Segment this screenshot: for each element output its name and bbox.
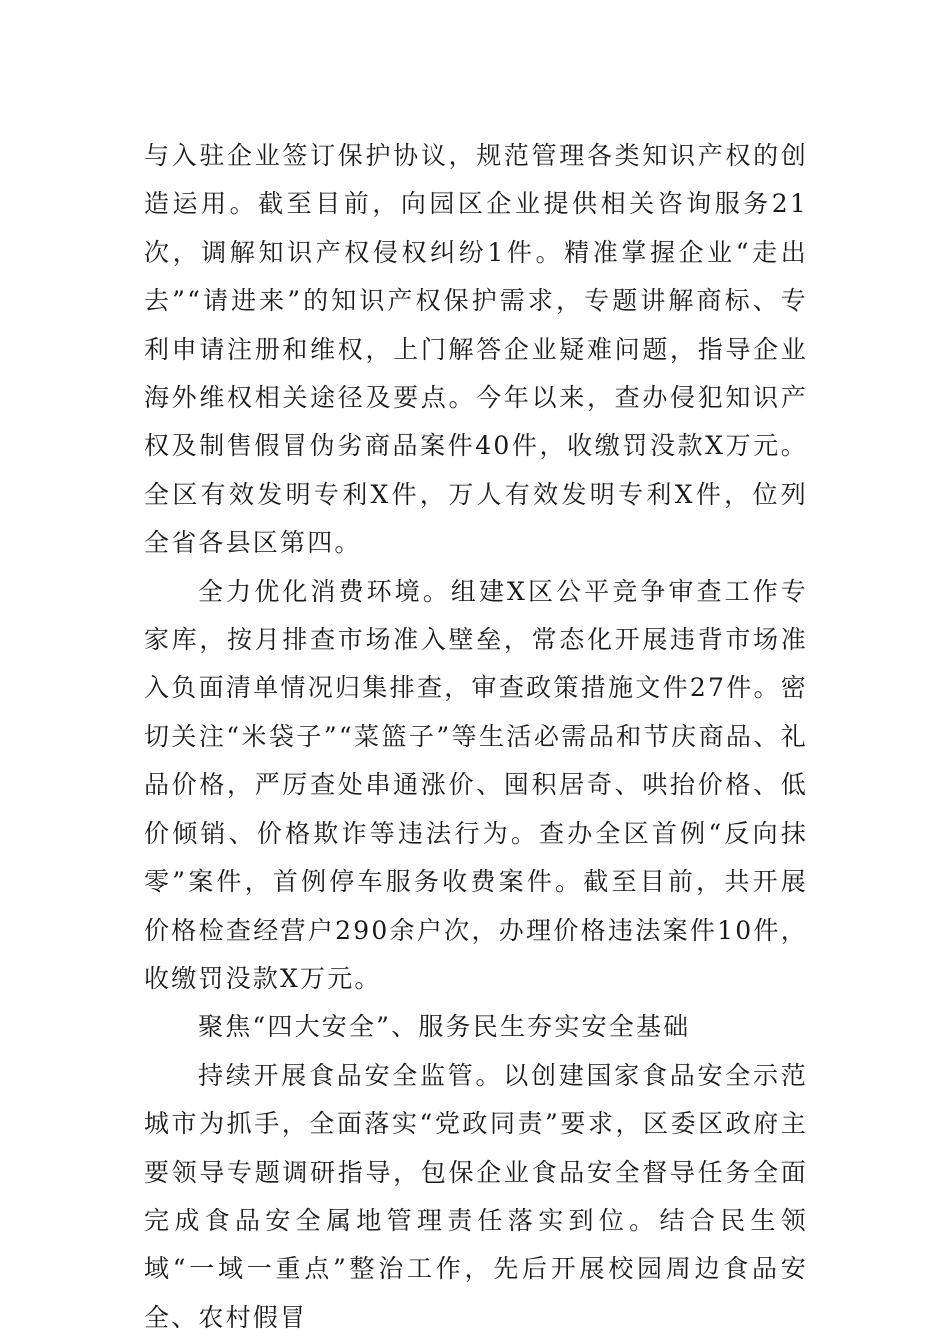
section-heading: 聚焦“四大安全”、服务民生夯实安全基础 bbox=[198, 1012, 691, 1042]
paragraph-ip-protection: 与入驻企业签订保护协议，规范管理各类知识产权的创造运用。截至目前，向园区企业提供相关咨询服务21次，调解知识产权侵权纠纷1件。精准掌握企业“走出去”“请进来”的知识产权保护需求，专题讲解商标、专利申请注册和维权，上门解答企业疑难问题，指导企业海外维权相关途径及要点。今年以来，查办侵犯知识产权及制售假冒伪劣商品案件40件，收缴罚没款X万元。全区有效发明专利X件，万人有效发明专利X件，位列全省各县区第四。 bbox=[144, 141, 808, 558]
document-body bbox=[144, 132, 808, 1342]
paragraph-consumer-environment: 全力优化消费环境。组建X区公平竞争审查工作专家库，按月排查市场准入壁垒，常态化开展违背市场准入负面清单情况归集排查，审查政策措施文件27件。密切关注“米袋子”“菜篮子”等生活必需品和节庆商品、礼品价格，严厉查处串通涨价、囤积居奇、哄抬价格、低价倾销、价格欺诈等违法行为。查办全区首例“反向抹零”案件，首例停车服务收费案件。截至目前，共开展价格检查经营户290余户次，办理价格违法案件10件，收缴罚没款X万元。 bbox=[144, 576, 808, 993]
paragraph-food-safety: 持续开展食品安全监管。以创建国家食品安全示范城市为抓手，全面落实“党政同责”要求，区委区政府主要领导专题调研指导，包保企业食品安全督导任务全面完成食品安全属地管理责任落实到位。结合民生领域“一域一重点”整治工作，先后开展校园周边食品安全、农村假冒 bbox=[144, 1060, 808, 1332]
